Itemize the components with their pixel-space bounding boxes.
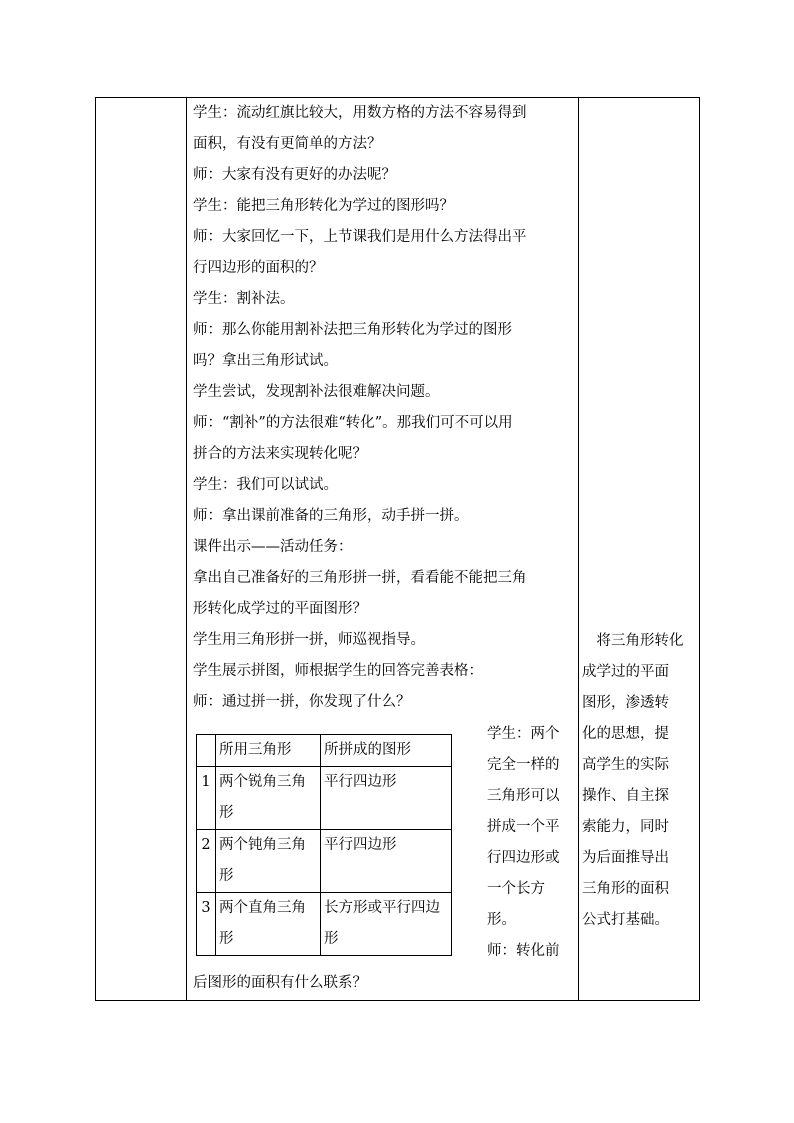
result-shape-cell: 长方形或平行四边形 (321, 893, 452, 956)
table-row (197, 830, 452, 893)
main-line: 拿出自己准备好的三角形拼一拼，看看能不能把三角 (193, 570, 527, 586)
main-line: 师：大家有没有更好的办法呢？ (193, 167, 396, 183)
student-answer-text (487, 719, 577, 967)
table-header-row (197, 735, 452, 767)
main-line: 学生用三角形拼一拼，师巡视指导。 (193, 632, 425, 648)
main-line: 拼合的方法来实现转化呢？ (193, 446, 367, 462)
intent-line: 图形，渗透转 (582, 695, 669, 711)
intent-line: 为后面推导出 (582, 850, 669, 866)
intent-line: 操作、自主探 (582, 788, 669, 804)
intent-line: 索能力，同时 (582, 819, 669, 835)
main-line: 课件出示——活动任务： (193, 539, 353, 555)
row-number: 3 (197, 893, 216, 956)
table-row (197, 767, 452, 830)
result-shape-cell: 平行四边形 (321, 767, 452, 830)
intent-line: 公式打基础。 (582, 912, 669, 928)
used-triangles-cell: 两个锐角三角形 (216, 767, 321, 830)
column-divider-1 (186, 97, 187, 1001)
main-line: 师：大家回忆一下，上节课我们是用什么方法得出平 (193, 229, 527, 245)
side-line: 学生：两个 (487, 726, 560, 742)
row-number: 2 (197, 830, 216, 893)
result-shape-cell: 平行四边形 (321, 830, 452, 893)
side-line: 拼成一个平 (487, 819, 560, 835)
header-index (197, 735, 216, 767)
main-line: 师：通过拼一拼，你发现了什么？ (193, 694, 411, 710)
intent-line: 化的思想，提 (582, 726, 669, 742)
side-line: 师：转化前 (487, 943, 560, 959)
tail-line: 后图形的面积有什么联系？ (193, 975, 367, 991)
used-triangles-cell: 两个直角三角形 (216, 893, 321, 956)
main-line: 形转化成学过的平面图形？ (193, 601, 367, 617)
design-intent-column (582, 626, 694, 936)
main-line: 学生展示拼图，师根据学生的回答完善表格： (193, 663, 483, 679)
triangle-combination-table (196, 734, 452, 956)
header-result-shape: 所拼成的图形 (321, 735, 452, 767)
side-line: 完全一样的 (487, 757, 560, 773)
side-line: 行四边形或 (487, 850, 560, 866)
teaching-process-column (193, 97, 571, 718)
side-line: 三角形可以 (487, 788, 560, 804)
intent-line: 将三角形转化 (582, 633, 684, 649)
side-line: 一个长方 (487, 881, 545, 897)
main-line: 行四边形的面积的？ (193, 260, 324, 276)
main-line: 学生：流动红旗比较大，用数方格的方法不容易得到 (193, 105, 527, 121)
intent-line: 成学过的平面 (582, 664, 669, 680)
side-line: 形。 (487, 912, 516, 928)
main-line: 师：拿出课前准备的三角形，动手拼一拼。 (193, 508, 469, 524)
main-line: 师：那么你能用割补法把三角形转化为学过的图形 (193, 322, 512, 338)
header-used-triangles: 所用三角形 (216, 735, 321, 767)
table-row (197, 893, 452, 956)
main-line: 学生：我们可以试试。 (193, 477, 338, 493)
intent-line: 高学生的实际 (582, 757, 669, 773)
main-line: 面积，有没有更简单的方法？ (193, 136, 382, 152)
main-line: 学生尝试，发现割补法很难解决问题。 (193, 384, 440, 400)
main-line: 吗？拿出三角形试试。 (193, 353, 338, 369)
row-number: 1 (197, 767, 216, 830)
used-triangles-cell: 两个钝角三角形 (216, 830, 321, 893)
intent-line: 三角形的面积 (582, 881, 669, 897)
main-line: 师：“割补”的方法很难“转化”。那我们可不可以用 (193, 415, 513, 431)
column-divider-2 (578, 97, 579, 1001)
main-line: 学生：割补法。 (193, 291, 295, 307)
main-line: 学生：能把三角形转化为学过的图形吗？ (193, 198, 454, 214)
